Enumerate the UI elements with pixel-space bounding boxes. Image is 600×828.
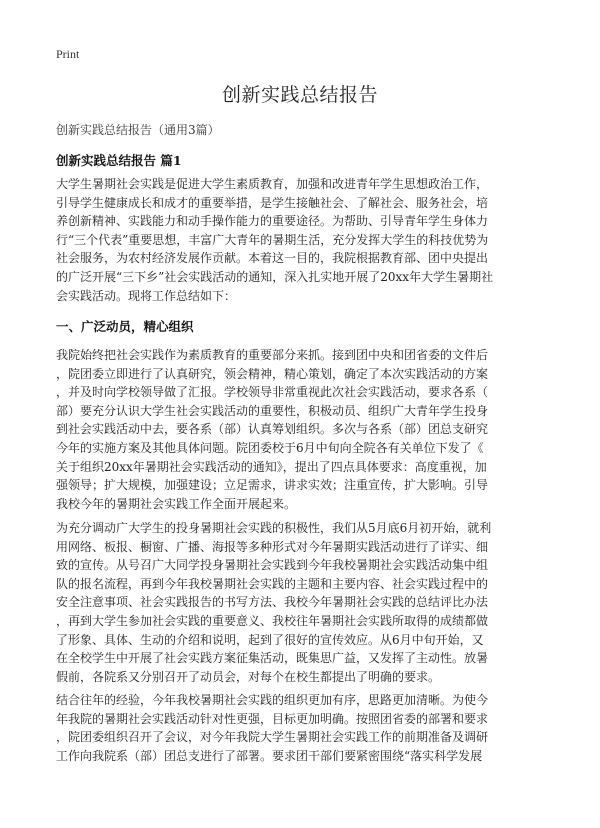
paragraph-line: 为充分调动广大学生的投身暑期社会实践的积极性，我们从5月底6月初开始，就利 <box>56 521 492 535</box>
paragraph-line: 部）要充分认识大学生社会实践活动的重要性，积极动员、组织广大青年学生投身 <box>56 403 489 418</box>
paragraph-line: 在全校学生中开展了社会实践方案征集活动，既集思广益，又发挥了主动性。放暑 <box>56 651 489 666</box>
paragraph-line: 致的宣传。从号召广大同学投身暑期社会实践到今年我校暑期社会实践活动集中组 <box>56 558 489 573</box>
paragraph-line: 我校今年的暑期社会实践工作全面开展起来。 <box>56 496 297 511</box>
paragraph-line: 年我院的暑期社会实践活动针对性更强，目标更加明确。按照团省委的部署和要求 <box>56 711 489 726</box>
intro-paragraph <box>56 175 546 305</box>
paragraph-line: ，再到大学生参加社会实践的重要意义、我校往年暑期社会实践所取得的成绩都做 <box>56 613 489 628</box>
paragraph-line: 工作向我院系（部）团总支进行了部署。要求团干部们要紧密围绕“落实科学发展 <box>56 748 483 763</box>
paragraph-line: 我院始终把社会实践作为素质教育的重要部分来抓。接到团中央和团省委的文件后 <box>56 348 489 362</box>
paragraph-line: 结合往年的经验，今年我校暑期社会实践的组织更加有序，思路更加清晰。为使今 <box>56 693 489 707</box>
paragraph-line: 用网络、板报、橱窗、广播、海报等多种形式对今年暑期实践活动进行了详实、细 <box>56 539 489 554</box>
paragraph-line: 今年的实施方案及其他具体问题。院团委校于6月中旬向全院各有关单位下发了《 <box>56 440 484 455</box>
section-title: 创新实践总结报告 篇1 <box>56 153 182 168</box>
paragraph-line: 会实践活动。现将工作总结如下： <box>56 288 237 303</box>
paragraph-line: 队的报名流程，再到今年我校暑期社会实践的主题和主要内容、社会实践过程中的 <box>56 576 489 591</box>
paragraph-line: 了形象、具体、生动的介绍和说明，起到了很好的宣传效应。从6月中旬开始，又 <box>56 632 484 647</box>
paragraph-line: ，并及时向学校领导做了汇报。学校领导非常重视此次社会实践活动，要求各系（ <box>56 385 489 400</box>
paragraph-line: 社会服务，为农村经济发展作贡献。本着这一目的，我院根据教育部、团中央提出 <box>56 251 489 266</box>
paragraph-line: ，院团委立即进行了认真研究，领会精神，精心策划，确定了本次实践活动的方案 <box>56 366 489 381</box>
paragraph-line: 假前，各院系又分别召开了动员会，对每个在校生都提出了明确的要求。 <box>56 669 441 684</box>
paragraph-line: 安全注意事项、社会实践报告的书写方法、我校今年暑期社会实践的总结评比办法 <box>56 595 489 610</box>
heading-1: 一、广泛动员，精心组织 <box>56 319 194 334</box>
print-link[interactable]: Print <box>56 47 80 61</box>
paragraph-3 <box>56 691 546 765</box>
paragraph-line: 到社会实践活动中去，要各系（部）认真筹划组织。多次与各系（部）团总支研究 <box>56 422 489 437</box>
paragraph-2 <box>56 519 546 686</box>
paragraph-line: 大学生暑期社会实践是促进大学生素质教育，加强和改进青年学生思想政治工作， <box>56 177 489 191</box>
document-title: 创新实践总结报告 <box>221 84 378 106</box>
document-subtitle: 创新实践总结报告（通用3篇） <box>56 123 220 137</box>
paragraph-line: 强领导；扩大规模，加强建设；立足需求，讲求实效；注重宣传，扩大影响。引导 <box>56 478 489 493</box>
paragraph-line: 养创新精神、实践能力和动手操作能力的重要途径。为帮助、引导青年学生身体力 <box>56 214 489 229</box>
paragraph-line: 行“三个代表”重要思想，丰富广大青年的暑期生活，充分发挥大学生的科技优势为 <box>56 232 489 247</box>
paragraph-line: ，院团委组织召开了会议，对今年我院大学生暑期社会实践工作的前期准备及调研 <box>56 730 489 745</box>
paragraph-line: 引导学生健康成长和成才的重要举措，是学生接触社会、了解社会、服务社会，培 <box>56 195 489 210</box>
paragraph-line: 的广泛开展“三下乡”社会实践活动的通知，深入扎实地开展了20xx年大学生暑期社 <box>56 269 494 284</box>
paragraph-1 <box>56 346 546 513</box>
paragraph-line: 关于组织20xx年暑期社会实践活动的通知》，提出了四点具体要求：高度重视，加 <box>56 459 487 474</box>
